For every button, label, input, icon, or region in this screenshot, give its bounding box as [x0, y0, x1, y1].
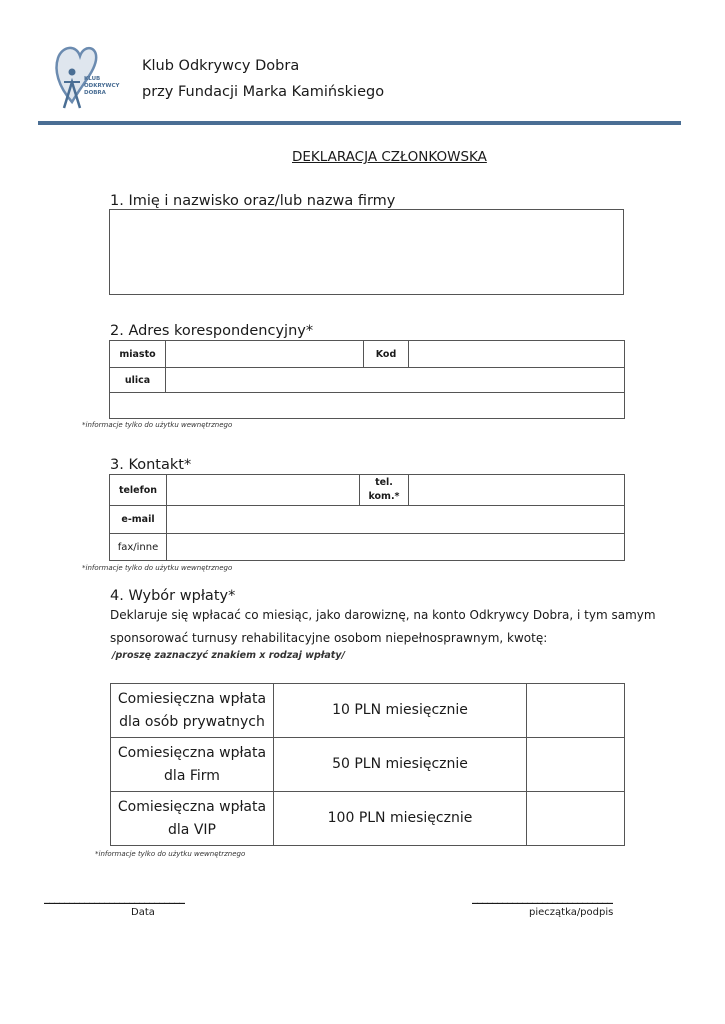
payment-hint: /proszę zaznaczyć znakiem x rodzaj wpłaty/: [112, 650, 345, 661]
telefon-label: telefon: [110, 475, 167, 506]
fax-field[interactable]: [167, 534, 625, 561]
svg-text:ODKRYWCY: ODKRYWCY: [84, 83, 120, 89]
payment-row: [111, 738, 625, 792]
contact-table: [109, 474, 625, 561]
section-3-note: *informacje tylko do użytku wewnętrznego: [82, 564, 233, 572]
stamp-signature-label: pieczątka/podpis: [529, 907, 614, 918]
miasto-label: miasto: [110, 341, 166, 368]
fax-label: fax/inne: [110, 534, 167, 561]
payment-amount: 10 PLN miesięcznie: [274, 684, 527, 738]
heart-logo-icon: [52, 42, 124, 112]
payment-table: [110, 683, 625, 846]
logo: [52, 42, 124, 112]
payment-row: [111, 684, 625, 738]
address-extra-field[interactable]: [110, 393, 625, 419]
section-4-heading: 4. Wybór wpłaty*: [110, 588, 236, 604]
name-input-box[interactable]: [109, 209, 624, 295]
tel-kom-field[interactable]: [409, 475, 625, 506]
org-name: Klub Odkrywcy Dobra: [142, 58, 300, 74]
svg-text:KLUB: KLUB: [84, 76, 101, 82]
header-divider: [38, 121, 681, 125]
payment-amount: 100 PLN miesięcznie: [274, 792, 527, 846]
section-2-note: *informacje tylko do użytku wewnętrznego: [82, 421, 233, 429]
payment-type: Comiesięczna wpłata dla Firm: [111, 738, 274, 792]
section-2-heading: 2. Adres korespondencyjny*: [110, 323, 314, 339]
ulica-label: ulica: [110, 368, 166, 393]
payment-checkbox[interactable]: [527, 738, 625, 792]
declaration-text-line2: sponsorować turnusy rehabilitacyjne osobom niepełnosprawnym, kwotę:: [110, 631, 548, 645]
section-3-heading: 3. Kontakt*: [110, 457, 192, 473]
email-field[interactable]: [167, 506, 625, 534]
svg-text:DOBRA: DOBRA: [84, 90, 106, 96]
payment-checkbox[interactable]: [527, 792, 625, 846]
org-subtitle: przy Fundacji Marka Kamińskiego: [142, 84, 385, 100]
date-label: Data: [131, 907, 155, 918]
tel-kom-label: tel. kom.*: [360, 475, 409, 506]
payment-type: Comiesięczna wpłata dla osób prywatnych: [111, 684, 274, 738]
document-title: DEKLARACJA CZŁONKOWSKA: [292, 149, 487, 165]
kod-field[interactable]: [409, 341, 625, 368]
section-4-note: *informacje tylko do użytku wewnętrznego: [95, 850, 246, 858]
signature-line[interactable]: ____________________________: [472, 890, 612, 904]
miasto-field[interactable]: [166, 341, 364, 368]
address-table: [109, 340, 625, 419]
payment-checkbox[interactable]: [527, 684, 625, 738]
kod-label: Kod: [364, 341, 409, 368]
payment-row: [111, 792, 625, 846]
payment-amount: 50 PLN miesięcznie: [274, 738, 527, 792]
date-line[interactable]: ____________________________: [44, 890, 184, 904]
section-1-heading: 1. Imię i nazwisko oraz/lub nazwa firmy: [110, 193, 396, 209]
payment-type: Comiesięczna wpłata dla VIP: [111, 792, 274, 846]
ulica-field[interactable]: [166, 368, 625, 393]
declaration-text-line1: Deklaruje się wpłacać co miesiąc, jako darowiznę, na konto Odkrywcy Dobra, i tym samym: [110, 608, 656, 622]
telefon-field[interactable]: [167, 475, 360, 506]
email-label: e-mail: [110, 506, 167, 534]
